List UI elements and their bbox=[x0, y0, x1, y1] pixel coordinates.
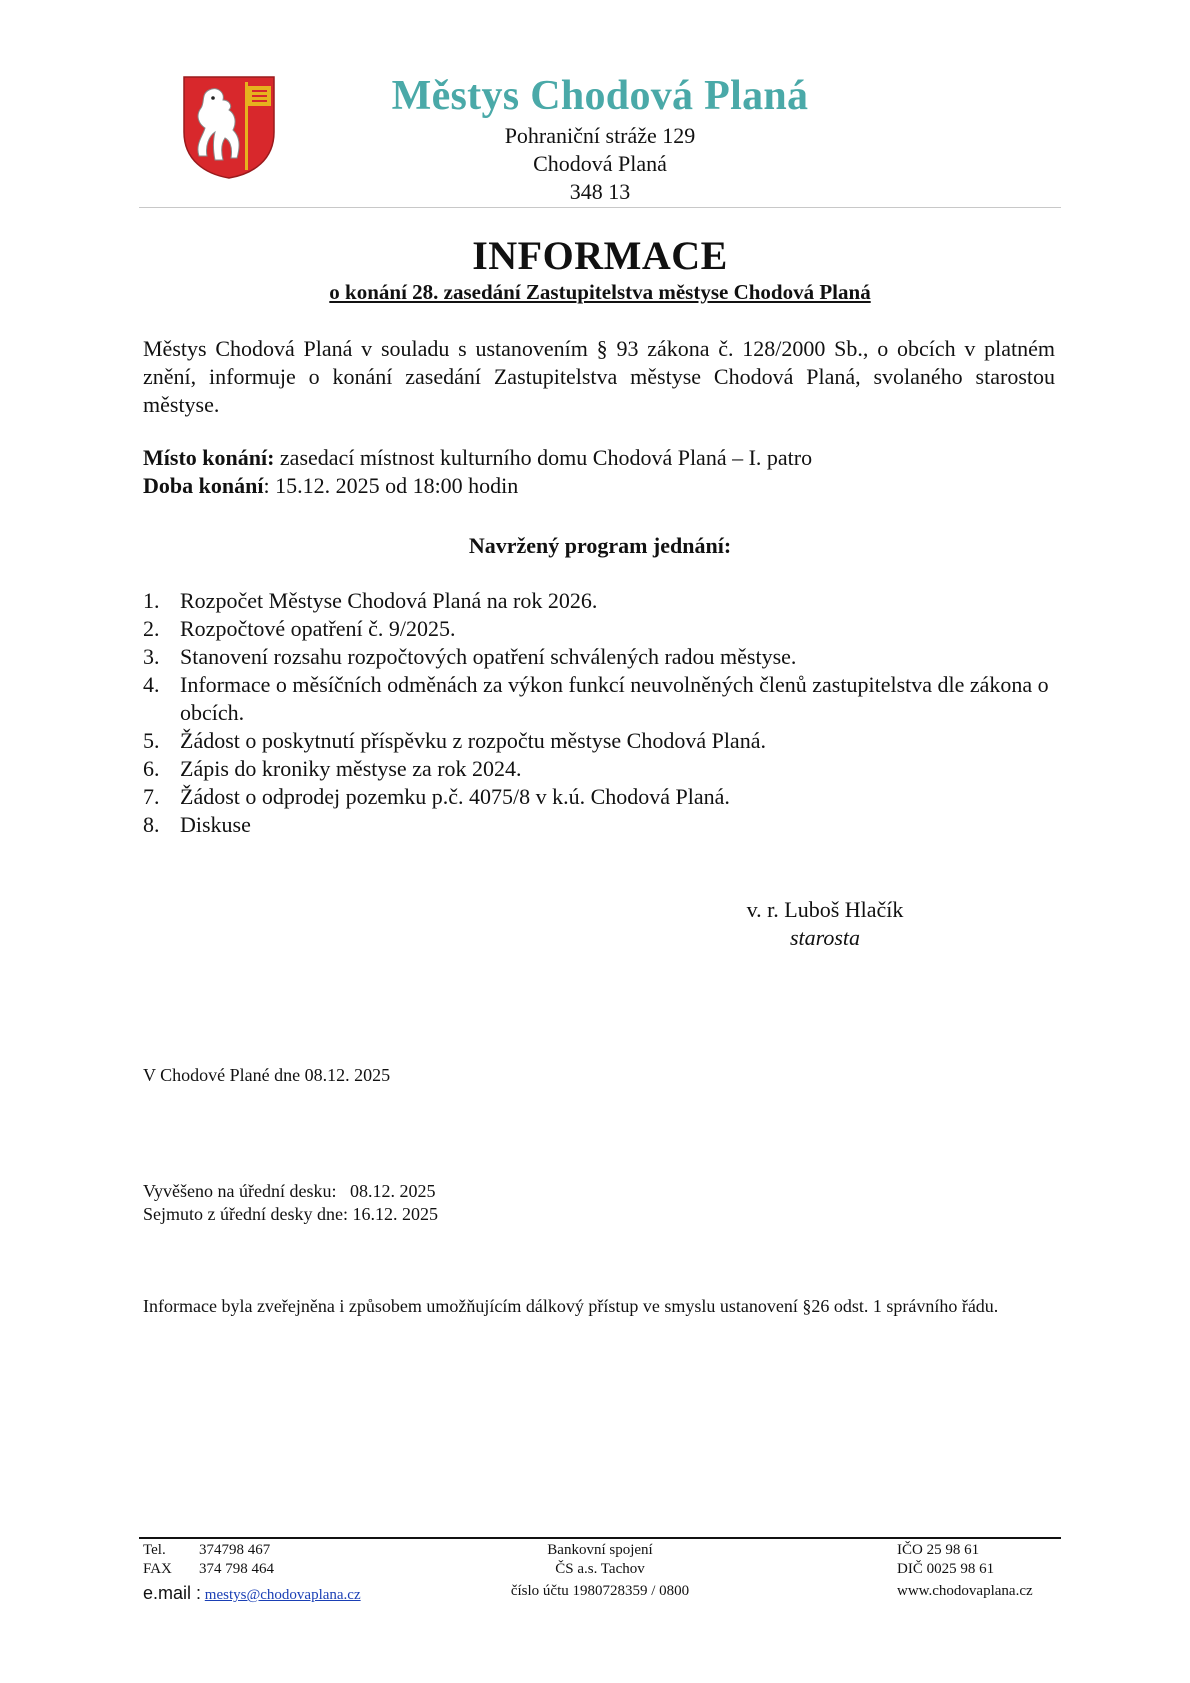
footer-tel-label: Tel. bbox=[143, 1542, 166, 1558]
footer-account: číslo účtu 1980728359 / 0800 bbox=[510, 1583, 690, 1599]
signature-name: v. r. Luboš Hlačík bbox=[746, 897, 904, 922]
agenda-text: Rozpočet Městyse Chodová Planá na rok 2026. bbox=[180, 588, 598, 613]
footer-ico: IČO 25 98 61 bbox=[897, 1542, 980, 1558]
removed-date: Sejmuto z úřední desky dne: 16.12. 2025 bbox=[143, 1204, 438, 1224]
address-zip: 348 13 bbox=[569, 179, 631, 204]
footer-website[interactable]: www.chodovaplana.cz bbox=[897, 1583, 1033, 1599]
agenda-item bbox=[143, 811, 1063, 839]
agenda-text: Informace o měsíčních odměnách za výkon funkcí neuvolněných členů zastupitelstva dle zákona o obcích. bbox=[180, 672, 1049, 725]
agenda-item bbox=[143, 615, 1063, 643]
footer-email bbox=[143, 1583, 361, 1604]
agenda-item bbox=[143, 671, 1063, 727]
meeting-time-label: Doba konání bbox=[143, 473, 264, 498]
meeting-place bbox=[143, 445, 812, 471]
footer-fax-value: 374 798 464 bbox=[199, 1561, 274, 1577]
document-title: INFORMACE bbox=[472, 233, 728, 278]
posted-date: Vyvěšeno na úřední desku: 08.12. 2025 bbox=[143, 1181, 436, 1201]
footer-dic: DIČ 0025 98 61 bbox=[897, 1561, 995, 1577]
agenda-list bbox=[143, 587, 1063, 839]
agenda-number: 7. bbox=[143, 784, 160, 809]
agenda-number: 6. bbox=[143, 756, 160, 781]
agenda-number: 4. bbox=[143, 672, 160, 697]
agenda-text: Zápis do kroniky městyse za rok 2024. bbox=[180, 756, 522, 781]
agenda-text: Žádost o poskytnutí příspěvku z rozpočtu městyse Chodová Planá. bbox=[180, 728, 766, 753]
meeting-place-label: Místo konání: bbox=[143, 445, 275, 470]
agenda-number: 2. bbox=[143, 616, 160, 641]
footer-fax-label: FAX bbox=[143, 1561, 172, 1577]
address-city: Chodová Planá bbox=[533, 151, 667, 176]
meeting-time-value: : 15.12. 2025 od 18:00 hodin bbox=[263, 473, 519, 498]
signature-role: starosta bbox=[789, 925, 861, 950]
header-divider bbox=[139, 207, 1061, 208]
agenda-number: 8. bbox=[143, 812, 160, 837]
agenda-text: Žádost o odprodej pozemku p.č. 4075/8 v k.ú. Chodová Planá. bbox=[180, 784, 730, 809]
agenda-item bbox=[143, 755, 1063, 783]
agenda-item bbox=[143, 587, 1063, 615]
footer-divider bbox=[139, 1537, 1061, 1539]
intro-paragraph: Městys Chodová Planá v souladu s ustanovením § 93 zákona č. 128/2000 Sb., o obcích v platném znění, informuje o konání zasedání Zastupitelstva městyse Chodová Planá, svolaného starostou městyse. bbox=[143, 336, 1055, 417]
footer-email-label: e.mail : bbox=[143, 1583, 202, 1603]
agenda-text: Rozpočtové opatření č. 9/2025. bbox=[180, 616, 456, 641]
footer-bank-label: Bankovní spojení bbox=[547, 1542, 653, 1558]
agenda-number: 3. bbox=[143, 644, 160, 669]
footer-email-link[interactable]: mestys@chodovaplana.cz bbox=[204, 1587, 361, 1603]
agenda-text: Diskuse bbox=[180, 812, 251, 837]
footer-bank-name: ČS a.s. Tachov bbox=[555, 1561, 645, 1577]
town-name: Městys Chodová Planá bbox=[391, 73, 809, 119]
program-heading: Navržený program jednání: bbox=[468, 533, 732, 558]
agenda-item bbox=[143, 727, 1063, 755]
address-street: Pohraniční stráže 129 bbox=[504, 123, 696, 148]
agenda-number: 5. bbox=[143, 728, 160, 753]
document-subtitle: o konání 28. zasedání Zastupitelstva městyse Chodová Planá bbox=[329, 280, 871, 304]
agenda-item bbox=[143, 643, 1063, 671]
meeting-place-value: zasedací místnost kulturního domu Chodová Planá – I. patro bbox=[274, 445, 813, 470]
issue-date: V Chodové Plané dne 08.12. 2025 bbox=[143, 1065, 391, 1085]
publication-note: Informace byla zveřejněna i způsobem umožňujícím dálkový přístup ve smyslu ustanovení §26 odst. 1 správního řádu. bbox=[143, 1296, 999, 1316]
agenda-item bbox=[143, 783, 1063, 811]
agenda-number: 1. bbox=[143, 588, 160, 613]
agenda-text: Stanovení rozsahu rozpočtových opatření schválených radou městyse. bbox=[180, 644, 797, 669]
coat-of-arms-icon bbox=[181, 74, 277, 180]
footer-tel-value: 374798 467 bbox=[199, 1542, 271, 1558]
meeting-time bbox=[143, 473, 518, 499]
